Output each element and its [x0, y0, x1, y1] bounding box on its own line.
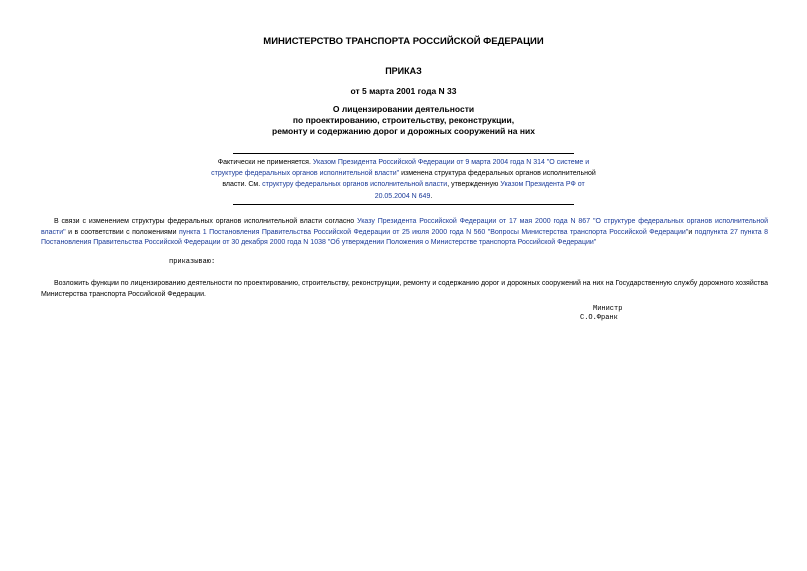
- document-type: ПРИКАЗ: [385, 66, 422, 76]
- preamble-paragraph: [41, 217, 768, 249]
- note-prefix: Фактически не применяется.: [217, 159, 311, 166]
- signature-name: С.О.Франк: [580, 314, 618, 322]
- subject-line-2: по проектированию, строительству, реконструкции,: [292, 115, 515, 125]
- note-link-decree-649[interactable]: Указом Президента РФ от 20.05.2004 N 649: [374, 181, 585, 200]
- preamble-text-2: и в соответствии с положениями: [68, 228, 177, 236]
- document-date: от 5 марта 2001 года N 33: [350, 86, 457, 96]
- signature-block: [580, 305, 622, 323]
- note-link-structure[interactable]: структуру федеральных органов исполнительной власти: [262, 181, 448, 189]
- note-suffix: .: [430, 192, 433, 200]
- note-text-approved: , утвержденную: [447, 181, 499, 189]
- order-word: приказываю:: [169, 258, 216, 266]
- link-decree-867[interactable]: Указу Президента Российской Федерации от 17 мая 2000 года N 867 "О структуре федеральных органов исполнительной власти": [41, 218, 768, 236]
- subject-line-1: О лицензировании деятельности: [332, 104, 475, 114]
- ministry-title: МИНИСТЕРСТВО ТРАНСПОРТА РОССИЙСКОЙ ФЕДЕРАЦИИ: [263, 36, 544, 47]
- preamble-text-3: и: [688, 228, 693, 236]
- note-divider-top: [233, 153, 574, 154]
- status-note: [210, 157, 597, 202]
- link-resolution-560[interactable]: пункта 1 Постановления Правительства Российской Федерации от 25 июля 2000 года N 560 "Вопросы Министерства транспорта Российской Федерации": [178, 228, 689, 236]
- order-text: Возложить функции по лицензированию деятельности по проектированию, строительству, реконструкции, ремонту и содержанию дорог и дорожных сооружений на них на Государственную службу дорожного хозяйства Министерства транспорта Российской Федерации.: [41, 280, 768, 298]
- subject-line-3: ремонту и содержанию дорог и дорожных сооружений на них: [272, 126, 535, 136]
- note-link-decree-314[interactable]: Указом Президента Российской Федерации от 9 марта 2004 года N 314 "О системе и структуре федеральных органов исполнительной власти": [211, 159, 590, 178]
- order-paragraph: [41, 279, 768, 300]
- note-divider-bottom: [233, 204, 574, 205]
- signature-title: Министр: [593, 305, 623, 313]
- link-resolution-1038[interactable]: подпункта 27 пункта 8 Постановления Правительства Российской Федерации от 30 декабря 2000 года N 1038 "Об утверждении Положения о Министерстве транспорта Российской Федерации": [41, 228, 768, 246]
- note-text: изменена структура федеральных органов исполнительной власти. См.: [222, 170, 596, 189]
- preamble-text-1: В связи с изменением структуры федеральных органов исполнительной власти согласно: [54, 218, 355, 225]
- document-subject: [0, 104, 807, 137]
